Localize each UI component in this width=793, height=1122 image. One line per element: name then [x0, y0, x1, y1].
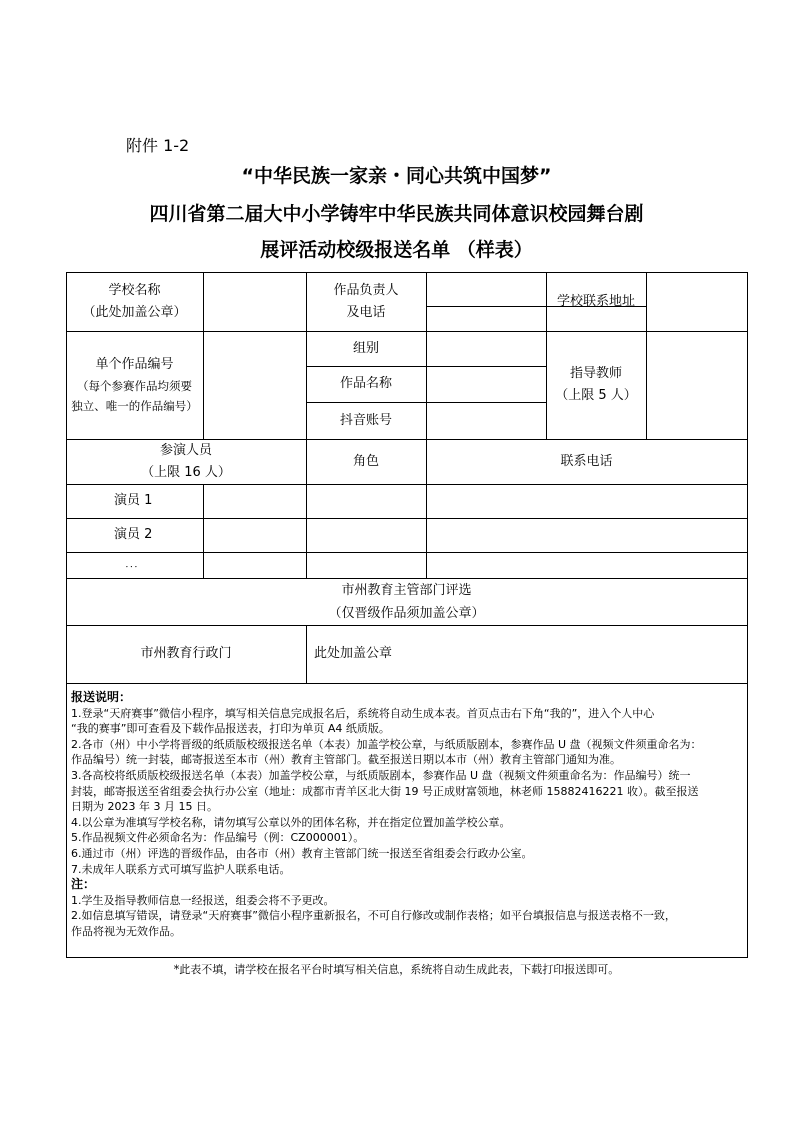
douyin-input[interactable] [426, 402, 546, 439]
notes-line: 作品编号）统一封装，邮寄报送至本市（州）教育主管部门。截至报送日期以本市（州）教育主管部门通知为准。 [71, 753, 621, 767]
actor-1-name-input[interactable] [203, 484, 306, 518]
douyin-cell [306, 402, 426, 439]
city-review-note: （仅晋级作品须加盖公章） [328, 605, 485, 621]
actor-2-role-input[interactable] [306, 518, 426, 552]
stamp-cell[interactable] [306, 625, 747, 683]
leader-phone-label: 及电话 [346, 304, 386, 320]
school-address-input[interactable] [646, 272, 747, 331]
actor-1-label: 演员 1 [114, 493, 153, 508]
attachment-label: 附件 1-2 [126, 136, 190, 155]
actor-1-cell [66, 484, 203, 518]
actor-1-role-input[interactable] [306, 484, 426, 518]
actor-2-cell [66, 518, 203, 552]
more-actors-cell [66, 552, 203, 578]
school-name-label: 学校名称 [108, 282, 161, 298]
ellipsis-label: ．．． [125, 560, 144, 570]
performers-limit: （上限 16 人） [141, 464, 231, 480]
note-line: 2.如信息填写错误，请登录“天府赛事”微信小程序重新报名，不可自行修改或制作表格；如平台填报信息与报送表格不一致， [71, 909, 676, 923]
notes-line: “我的赛事”即可查看及下载作品报送表，打印为单页 A4 纸质版。 [71, 722, 390, 736]
leader-label: 作品负责人 [333, 282, 399, 298]
school-name-note: （此处加盖公章） [82, 304, 187, 320]
title-line-3: 展评活动校级报送名单 （样表） [260, 239, 533, 261]
footer-note: *此表不填，请学校在报名平台时填写相关信息，系统将自动生成此表，下载打印报送即可。 [173, 963, 620, 976]
work-id-note-2: 独立、唯一的作品编号） [71, 399, 198, 413]
work-id-cell [66, 331, 203, 439]
actor-2-phone-input[interactable] [426, 518, 747, 552]
performers-cell [66, 439, 306, 484]
work-id-note-1: （每个参赛作品均须要 [77, 379, 192, 393]
teacher-cell [546, 331, 646, 439]
work-name-label: 作品名称 [339, 376, 392, 391]
note-line: 作品将视为无效作品。 [71, 924, 181, 938]
teacher-input[interactable] [646, 331, 747, 439]
grid-line [66, 683, 748, 684]
group-cell [306, 331, 426, 366]
leader-phone-input[interactable] [426, 306, 546, 331]
note-line: 1.学生及指导教师信息一经报送，组委会将不予更改。 [71, 893, 335, 907]
notes-line: 7.未成年人联系方式可填写监护人联系电话。 [71, 862, 291, 876]
city-review-cell [66, 578, 747, 625]
school-name-cell [66, 272, 203, 331]
school-name-input[interactable] [203, 272, 306, 331]
group-label: 组别 [352, 340, 379, 356]
city-dept-label: 市州教育行政门 [140, 646, 232, 661]
work-name-input[interactable] [426, 366, 546, 402]
notes-line: 5.作品视频文件必须命名为：作品编号（例：CZ000001）。 [71, 831, 365, 845]
teacher-label: 指导教师 [569, 366, 622, 381]
stamp-here-label: 此处加盖公章 [314, 646, 393, 661]
title-line-1: “中华民族一家亲・同心共筑中国梦” [241, 165, 552, 187]
role-header [306, 439, 426, 484]
title-line-2: 四川省第二届大中小学铸牢中华民族共同体意识校园舞台剧 [149, 203, 644, 225]
notes-line: 4.以公章为准填写学校名称，请勿填写公章以外的团体名称，并在指定位置加盖学校公章。 [71, 815, 511, 829]
city-dept-cell [66, 625, 306, 683]
performers-label: 参演人员 [159, 442, 212, 458]
leader-cell [306, 272, 426, 331]
note-heading: 注： [71, 877, 96, 892]
table-border-bottom [66, 957, 748, 958]
notes-line: 2.各市（州）中小学将晋级的纸质版校级报送名单（本表）加盖学校公章，与纸质版剧本，参赛作品 U 盘（视频文件须重命名为： [71, 737, 702, 751]
douyin-label: 抖音账号 [339, 412, 392, 428]
notes-line: 6.通过市（州）评选的晋级作品，由各市（州）教育主管部门统一报送至省组委会行政办公室。 [71, 846, 533, 860]
work-id-input[interactable] [203, 331, 306, 439]
role-label: 角色 [352, 453, 379, 469]
table-border-right [747, 272, 748, 958]
actor-2-label: 演员 2 [114, 527, 153, 542]
school-address-cell [546, 272, 646, 331]
notes-line: 1.登录“天府赛事”微信小程序，填写相关信息完成报名后，系统将自动生成本表。首页点击右下角“我的”，进入个人中心 [71, 706, 655, 720]
actor-1-phone-input[interactable] [426, 484, 747, 518]
notes-line: 3.各高校将纸质版校级报送名单（本表）加盖学校公章，与纸质版剧本，参赛作品 U 盘（视频文件须重命名为：作品编号）统一 [71, 768, 691, 782]
contact-header [426, 439, 747, 484]
contact-phone-label: 联系电话 [560, 453, 613, 469]
notes-line: 日期为 2023 年 3 月 15 日。 [71, 800, 218, 814]
submission-notes [71, 690, 747, 940]
notes-line: 封装，邮寄报送至省组委会执行办公室（地址：成都市青羊区北大街 19 号正成财富领地，林老师 15882416221 收）。截至报送 [71, 784, 699, 798]
work-id-label: 单个作品编号 [95, 357, 174, 372]
teacher-limit: （上限 5 人） [555, 388, 637, 403]
city-review-label: 市州教育主管部门评选 [341, 582, 472, 598]
work-name-cell [306, 366, 426, 402]
group-input[interactable] [426, 331, 546, 366]
leader-name-input[interactable] [426, 272, 546, 306]
school-address-label: 学校联系地址 [556, 293, 635, 309]
actor-2-name-input[interactable] [203, 518, 306, 552]
notes-heading: 报送说明： [71, 690, 132, 704]
